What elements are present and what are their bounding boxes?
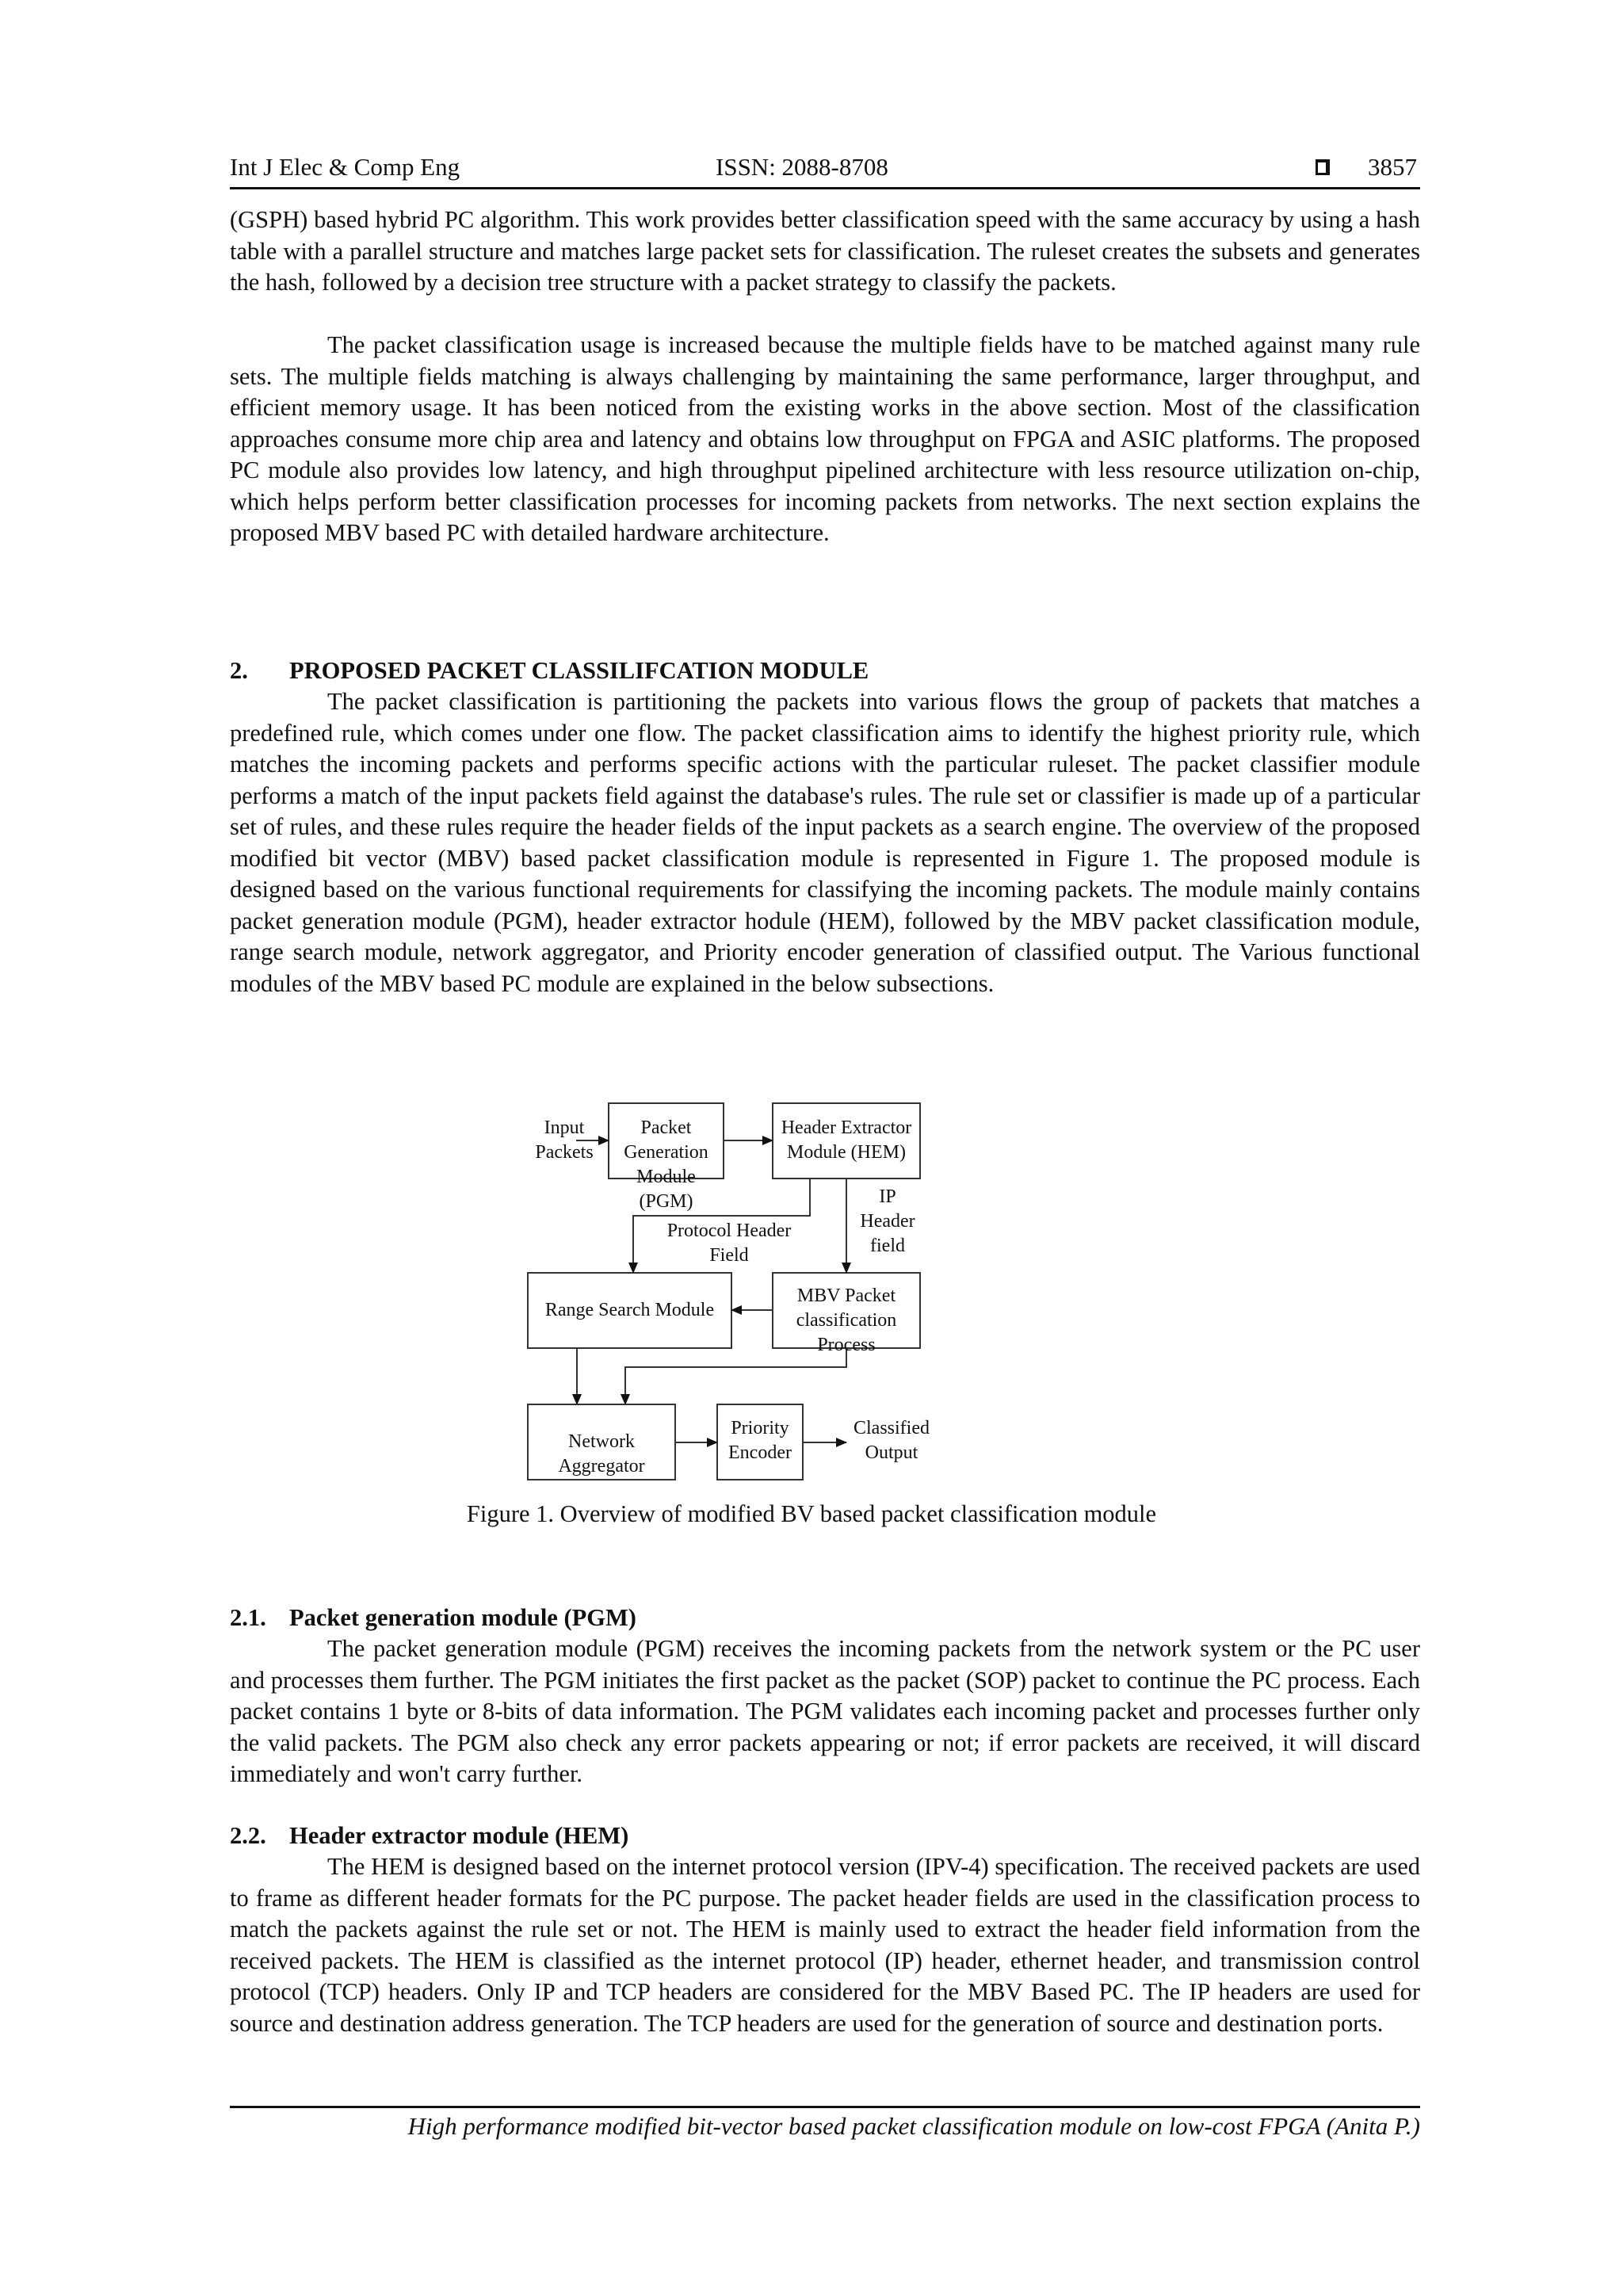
- label-line: Module (HEM): [787, 1142, 906, 1163]
- priority-encoder-label: [717, 1416, 803, 1465]
- label-line: Module (PGM): [636, 1167, 696, 1212]
- section-2-1-paragraph: The packet generation module (PGM) receives the incoming packets from the network system or the PC user and processes them further. The PGM initiates the first packet as the packet (SOP) packet to continue the PC process. Each packet contains 1 byte or 8-bits of data information. The PGM validates each incoming packet and processes further only the valid packets. The PGM also check any error packets appearing or not; if error packets are received, it will discard immediately and won't carry further.: [230, 1635, 1420, 1787]
- ip-header-field-label: [852, 1185, 923, 1259]
- pgm-label: [609, 1116, 724, 1214]
- square-outline-icon: [1316, 159, 1330, 175]
- section-title: PROPOSED PACKET CLASSILIFCATION MODULE: [289, 657, 869, 684]
- intro-paragraph-1: (GSPH) based hybrid PC algorithm. This work provides better classification speed with the same accuracy by using a hash table with a parallel structure and matches large packet sets for classification. The ruleset creates the subsets and generates the hash, followed by a decision tree structure with a packet strategy to classify the packets.: [230, 206, 1420, 296]
- network-aggregator-box: [528, 1404, 675, 1480]
- input-packets-label: [523, 1116, 605, 1165]
- intro-paragraph-2: The packet classification usage is increased because the multiple fields have to be matched against many rule sets. The multiple fields matching is always challenging by maintaining the same performance, larger throughput, and efficient memory usage. It has been noticed from the existing works in the above section. Most of the classification approaches consume more chip area and latency and obtains low throughput on FPGA and ASIC platforms. The proposed PC module also provides low latency, and high throughput pipelined architecture with less resource utilization on-chip, which helps perform better classification processes for incoming packets from networks. The next section explains the proposed MBV based PC with detailed hardware architecture.: [230, 331, 1420, 546]
- label-line: classification Process: [796, 1310, 897, 1355]
- running-footer: High performance modified bit-vector based packet classification module on low-cost FPGA (Anita P.): [407, 2112, 1420, 2140]
- network-aggregator-label: Network Aggregator: [558, 1431, 645, 1477]
- subsection-number: 2.2.: [230, 1822, 266, 1849]
- page-number: 3857: [1368, 153, 1417, 181]
- section-2-2-paragraph: The HEM is designed based on the internet protocol version (IPV-4) specification. The received packets are used to frame as different header formats for the PC purpose. The packet header fields are used in the classification process to match the packets against the rule set or not. The HEM is mainly used to extract the header field information from the received packets. The HEM is classified as the internet protocol (IP) header, ethernet header, and transmission control protocol (TCP) headers. Only IP and TCP headers are considered for the MBV Based PC. The IP headers are used for source and destination address generation. The TCP headers are used for the generation of source and destination ports.: [230, 1853, 1420, 2037]
- mbv-box: [773, 1273, 920, 1348]
- hem-label: [773, 1116, 920, 1165]
- label-line: Header Extractor: [781, 1117, 912, 1138]
- figure-1-caption: Figure 1. Overview of modified BV based packet classification module: [466, 1500, 1157, 1527]
- footer-rule: [230, 2106, 1420, 2108]
- issn: ISSN: 2088-8708: [716, 153, 888, 181]
- label-line: Packets: [535, 1142, 594, 1163]
- subsection-number: 2.1.: [230, 1604, 266, 1631]
- mbv-label: [773, 1284, 920, 1358]
- header-rule: [230, 187, 1420, 189]
- subsection-heading-2-2: [230, 1820, 628, 1852]
- label-line: Encoder: [728, 1442, 792, 1463]
- journal-name: Int J Elec & Comp Eng: [230, 153, 460, 181]
- protocol-header-field-label: Protocol Header Field: [666, 1221, 792, 1266]
- running-header: [230, 153, 1420, 188]
- section-heading-2: [230, 655, 869, 687]
- label-line: Packet Generation: [624, 1117, 708, 1163]
- priority-encoder-box: [717, 1404, 803, 1480]
- pgm-box: [609, 1103, 724, 1179]
- subsection-title: Packet generation module (PGM): [289, 1604, 636, 1631]
- label-line: Classified: [854, 1418, 930, 1438]
- label-line: Priority: [731, 1418, 789, 1438]
- classified-output-label: [848, 1416, 935, 1465]
- range-search-label: Range Search Module: [544, 1300, 715, 1320]
- label-line: IP Header: [860, 1186, 915, 1232]
- section-number: 2.: [230, 657, 248, 684]
- label-line: MBV Packet: [796, 1286, 896, 1306]
- label-line: Input: [544, 1117, 585, 1138]
- section-2-paragraph: The packet classification is partitioning the packets into various flows the group of packets that matches a predefined rule, which comes under one flow. The packet classification aims to identify the highest priority rule, which matches the incoming packets and performs specific actions with the particular ruleset. The packet classifier module performs a match of the input packets field against the database's rules. The rule set or classifier is made up of a particular set of rules, and these rules require the header fields of the input packets as a search engine. The overview of the proposed modified bit vector (MBV) based packet classification module is represented in Figure 1. The proposed module is designed based on the various functional requirements for classifying the incoming packets. The module mainly contains packet generation module (PGM), header extractor hodule (HEM), followed by the MBV packet classification module, range search module, network aggregator, and Priority encoder generation of classified output. The Various functional modules of the MBV based PC module are explained in the below subsections.: [230, 688, 1420, 997]
- subsection-heading-2-1: [230, 1603, 636, 1634]
- range-search-box: [528, 1273, 731, 1348]
- label-line: Output: [865, 1442, 918, 1463]
- hem-box: [773, 1103, 920, 1179]
- label-line: field: [870, 1236, 905, 1256]
- subsection-title: Header extractor module (HEM): [289, 1822, 629, 1849]
